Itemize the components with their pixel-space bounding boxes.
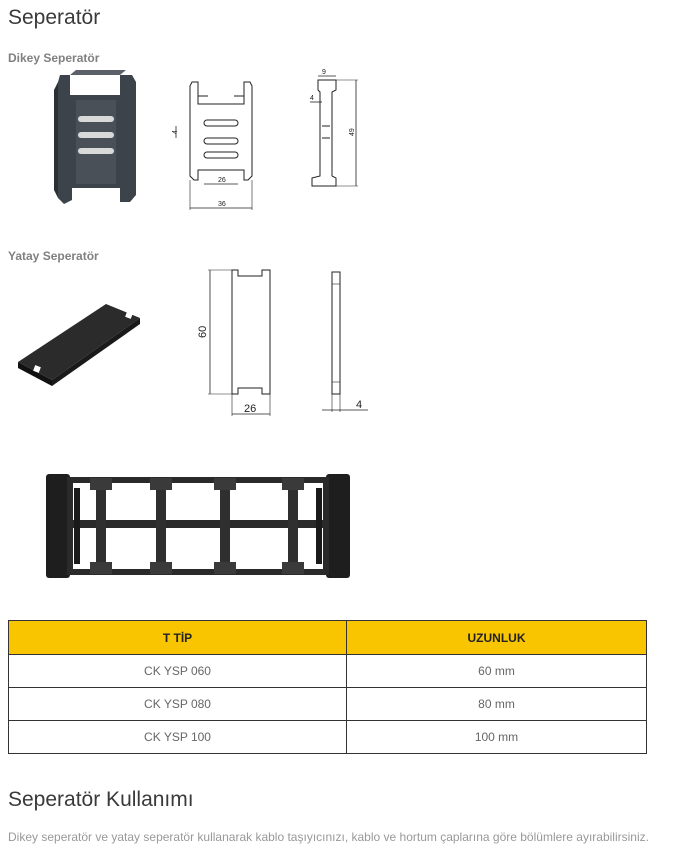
- dim-inner-label: 26: [218, 177, 226, 184]
- vertical-separator-side-drawing: [300, 66, 370, 190]
- type-cell: CK YSP 100: [9, 721, 347, 754]
- column-header-type: T TİP: [9, 621, 347, 655]
- length-cell: 80 mm: [347, 688, 647, 721]
- table-header-row: [9, 621, 647, 655]
- dim-width-label: 36: [218, 201, 226, 208]
- page-title: Seperatör: [8, 6, 101, 29]
- table-row: [9, 655, 647, 688]
- horizontal-separator-photo: [14, 296, 144, 392]
- vertical-separator-photo: [50, 70, 145, 210]
- separator-spec-table: [8, 620, 647, 754]
- table-row: [9, 721, 647, 754]
- horizontal-separator-heading: Yatay Seperatör: [8, 249, 99, 263]
- horizontal-separator-front-drawing: [190, 266, 280, 422]
- length-cell: 100 mm: [347, 721, 647, 754]
- dim-gap-label: 4: [172, 130, 179, 134]
- horizontal-separator-side-drawing: [318, 266, 378, 422]
- dim-slot-label: 4: [310, 95, 314, 102]
- column-header-length: UZUNLUK: [347, 621, 647, 655]
- assembly-photo: [44, 470, 352, 582]
- usage-title: Seperatör Kullanımı: [8, 788, 194, 811]
- vertical-separator-heading: Dikey Seperatör: [8, 51, 100, 65]
- dim-height-label: 49: [349, 128, 356, 136]
- table-row: [9, 688, 647, 721]
- length-cell: 60 mm: [347, 655, 647, 688]
- dim-top-label: 9: [322, 69, 326, 76]
- dim-height-label: 60: [197, 325, 209, 338]
- vertical-separator-front-drawing: [168, 74, 268, 214]
- dim-thickness-label: 4: [356, 399, 363, 411]
- type-cell: CK YSP 080: [9, 688, 347, 721]
- type-cell: CK YSP 060: [9, 655, 347, 688]
- usage-description: Dikey seperatör ve yatay seperatör kullanarak kablo taşıyıcınızı, kablo ve hortum çaplarına göre bölümlere ayırabilirsiniz.: [8, 830, 649, 844]
- dim-width-label: 26: [244, 403, 257, 415]
